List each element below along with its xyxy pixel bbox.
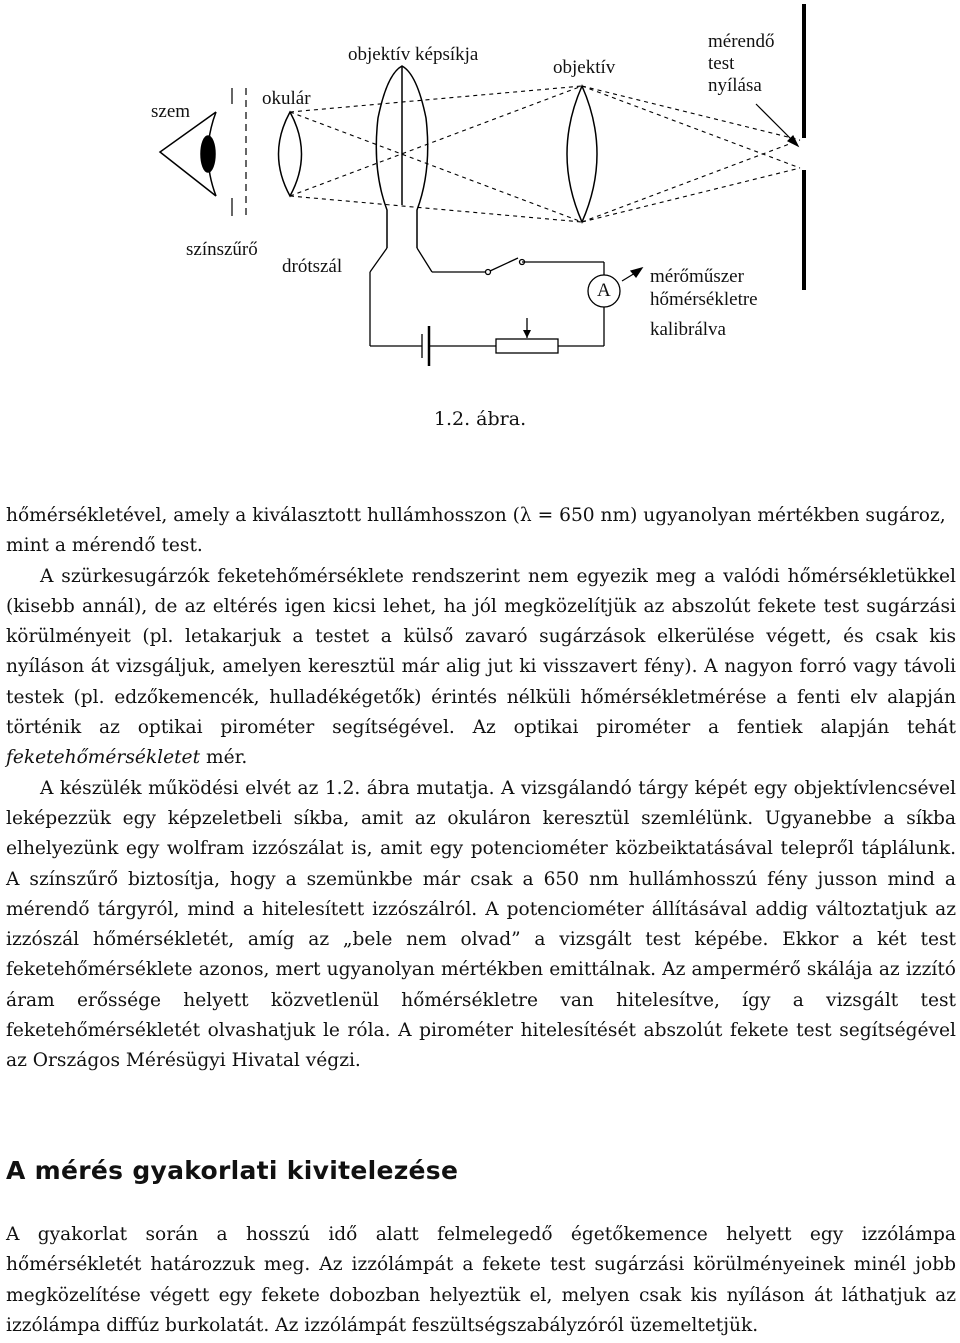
label-eyepiece: okulár [262, 88, 311, 109]
eye-icon [160, 112, 216, 196]
section-paragraph-1: A gyakorlat során a hosszú idő alatt felmelegedő égetőkemence helyett egy izzólámpa hőmérsékletét határozzuk meg. Az izzólámpát a fekete test sugárzási körülményeinek minél jobb megközelítése végett egy fekete dobozban helyeztük el, melyen csak kis nyíláson át láthatjuk az izzólámpa diffúz burkolatát. Az izzólámpát feszültségszabályzóról üzemeltetjük. [6, 1224, 956, 1336]
section-text [6, 1220, 956, 1341]
paragraph-2-text: A szürkesugárzók feketehőmérséklete rendszerint nem egyezik meg a valódi hőmérsékletükkel (kisebb annál), de az eltérés igen kicsi lehet, ha jól megközelítjük az abszolút fekete test sugárzási körülményeit (pl. letakarjuk a testet a külső zavaró sugárzások elkerülése végett, és csak kis nyíláson át vizsgáljuk, amelyen keresztül már alig jut ki visszavert fény). A nagyon forró vagy távoli testek (pl. edzőkemencék, hulladékégetők) érintés nélküli hőmérsékletmérése a fenti elv alapján történik az optikai pirométer segítségével. Az optikai pirométer a fentiek alapján tehát [6, 565, 956, 739]
aperture-pointer-arrow [756, 104, 798, 146]
paragraph-2 [6, 562, 956, 774]
light-rays [290, 86, 800, 222]
label-meter-line1: mérőműszer [650, 266, 744, 287]
paragraph-2-emphasis: feketehőmérsékletet [6, 747, 201, 769]
label-eye: szem [151, 101, 191, 122]
label-color-filter: színszűrő [186, 239, 258, 260]
paragraph-2-end: mér. [200, 747, 248, 769]
eyepiece-lens [279, 112, 302, 196]
label-image-plane: objektív képsíkja [348, 44, 479, 65]
ammeter-symbol: A [597, 280, 611, 301]
paragraph-1: hőmérsékletével, amely a kiválasztott hullámhosszon (λ = 650 nm) ugyanolyan mértékben sugároz, mint a mérendő test. [6, 505, 946, 557]
label-filament: drótszál [282, 256, 343, 277]
label-objective: objektív [553, 57, 616, 78]
color-filter-line [232, 88, 246, 218]
label-meter-line2: hőmérsékletre [650, 289, 758, 310]
label-meter-line3: kalibrálva [650, 319, 726, 340]
electric-circuit [370, 248, 620, 366]
body-text [6, 501, 956, 1077]
label-object-line2: test [708, 53, 735, 74]
label-object-line1: mérendő [708, 31, 775, 52]
figure-pyrometer [0, 0, 960, 410]
label-object-line3: nyílása [708, 75, 762, 96]
pyrometer-diagram [0, 0, 960, 410]
objective-lens [567, 86, 597, 222]
potentiometer-wiper-arrow [523, 330, 531, 338]
figure-caption: 1.2. ábra. [433, 408, 527, 430]
meter-label-arrow [622, 268, 642, 281]
section-heading: A mérés gyakorlati kivitelezése [6, 1156, 459, 1185]
image-plane-filament [376, 66, 427, 248]
paragraph-3: A készülék működési elvét az 1.2. ábra mutatja. A vizsgálandó tárgy képét egy objektívlencsével leképezzük egy képzeletbeli síkba, amit az okuláron keresztül szemlélünk. Ugyanebbe a síkba elhelyezünk egy wolfram izzószálat is, amit egy potenciométer közbeiktatásával telepről táplálunk. A színszűrő biztosítja, hogy a szemünkbe már csak a 650 nm hullámhosszú fény jusson mind a mérendő tárgyról, mind a hitelesített izzószálról. A potenciométer állításával addig változtatjuk az izzószál hőmérsékletét, amíg az „bele nem olvad” a vizsgált test képébe. Ekkor a két test feketehőmérséklete azonos, mert ugyanolyan mértékben emittálnak. Az ampermérő skálája az izzító áram erőssége helyett közvetlenül hőmérsékletre van hitelesítve, így a vizsgált test feketehőmérsékletét olvashatjuk le róla. A pirométer hitelesítését abszolút fekete test segítségével az Országos Mérésügyi Hivatal végzi. [6, 777, 956, 1072]
